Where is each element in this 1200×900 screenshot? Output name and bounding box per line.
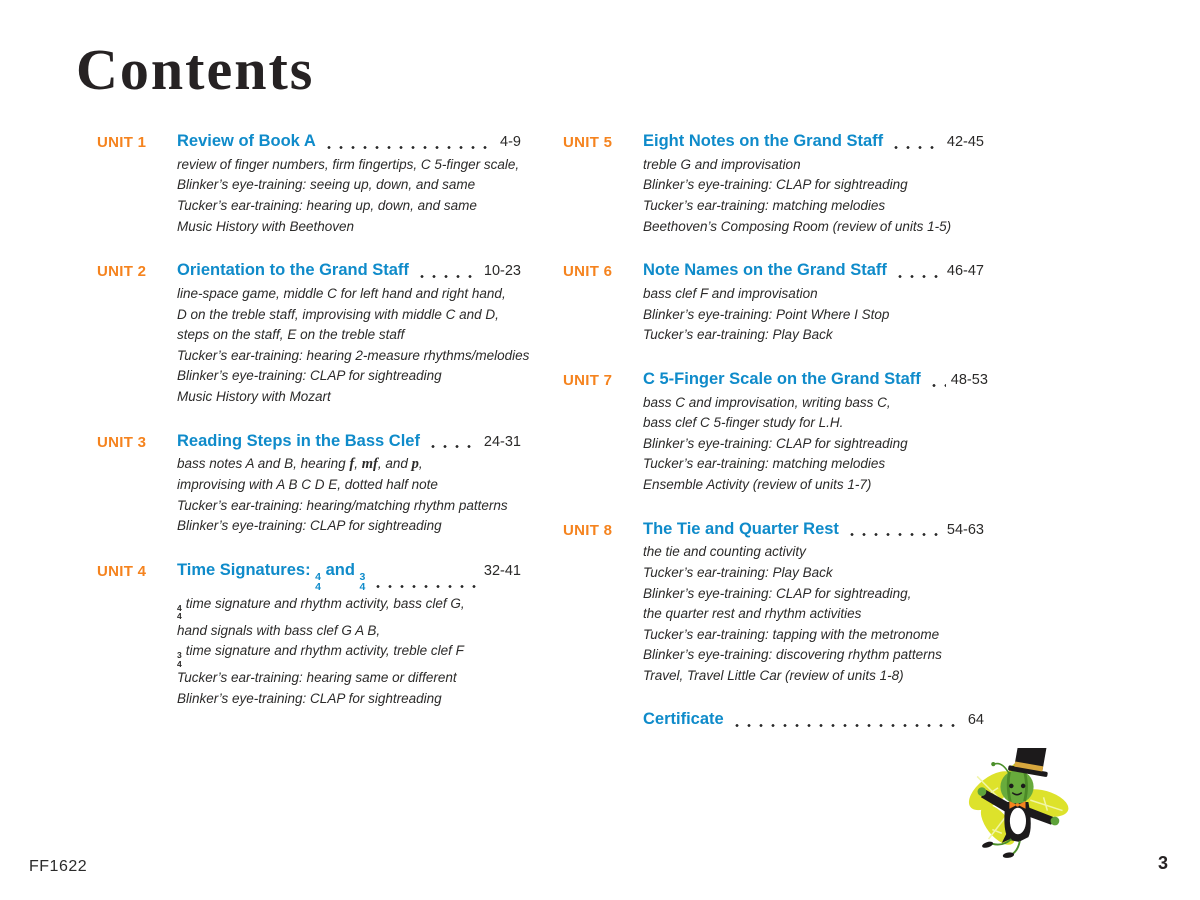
unit-4-desc-line-frac [177, 594, 521, 621]
desc-text: , [418, 456, 423, 472]
unit-7-desc-line: Blinker’s eye-training: CLAP for sightreading [643, 435, 908, 451]
dot-leader [731, 724, 963, 727]
time-signature-3-4: 3 4 [359, 570, 366, 594]
unit-4-title [177, 560, 366, 594]
unit-1-title-line [177, 132, 521, 152]
unit-1-desc-line: Music History with Beethoven [177, 218, 355, 234]
unit-7-label: UNIT 7 [563, 371, 613, 389]
page-number: 3 [1158, 853, 1169, 873]
dot-leader [894, 275, 942, 278]
desc-text: time signature and rhythm activity, bass clef G, [185, 595, 465, 611]
unit-6-content [643, 261, 984, 346]
unit-3-content [177, 432, 521, 537]
dynamic-piano-symbol: p [411, 456, 419, 473]
toc-column-right [563, 132, 988, 733]
unit-3-desc-line: Blinker’s eye-training: CLAP for sightreading [177, 518, 442, 534]
time-signature-4-4: 4 4 [315, 570, 321, 594]
unit-5-title-line [643, 132, 984, 152]
unit-4-desc-line: hand signals with bass clef G A B, [177, 622, 381, 638]
unit-6-title-line [643, 261, 984, 281]
unit-3-title: Reading Steps in the Bass Clef [177, 431, 420, 450]
unit-7-title-line [643, 369, 988, 390]
toc-entry-unit-5 [563, 132, 984, 237]
unit-8-desc-line: the tie and counting activity [643, 544, 806, 560]
unit-2-content [177, 261, 530, 407]
unit-5-title: Eight Notes on the Grand Staff [643, 132, 884, 150]
unit-3-label: UNIT 3 [97, 433, 147, 451]
dot-leader [928, 384, 946, 387]
certificate-title: Certificate [643, 710, 724, 729]
unit-3-desc-line-dynamics [177, 454, 521, 475]
certificate-pages: 64 [967, 712, 984, 729]
unit-8-title-line [643, 520, 984, 540]
unit-7-desc-line: Ensemble Activity (review of units 1-7) [643, 476, 872, 492]
unit-1-label: UNIT 1 [97, 134, 147, 151]
desc-text: bass notes A and B, hearing [177, 456, 350, 472]
unit-2-pages: 10-23 [483, 263, 521, 280]
unit-1-desc-line: review of finger numbers, firm fingertips, C 5-finger scale, [177, 156, 520, 172]
unit-4-desc-line: Blinker’s eye-training: CLAP for sightreading [177, 690, 442, 706]
unit-8-label: UNIT 8 [563, 521, 613, 539]
catalog-number: FF1622 [29, 858, 88, 875]
unit-1-title: Review of Book A [177, 132, 316, 150]
page-title: Contents [76, 37, 315, 102]
unit-2-title-line [177, 261, 521, 281]
unit-3-title-line [177, 432, 521, 452]
unit-7-pages: 48-53 [950, 371, 988, 388]
unit-8-desc-line: Tucker’s ear-training: Play Back [643, 564, 833, 580]
unit-4-label: UNIT 4 [97, 562, 147, 580]
unit-8-desc-line: the quarter rest and rhythm activities [643, 606, 862, 622]
toc-columns [97, 132, 988, 733]
dynamic-mezzoforte-symbol: mf [361, 456, 378, 473]
unit-6-label: UNIT 6 [563, 263, 613, 281]
unit-2-title: Orientation to the Grand Staff [177, 261, 409, 280]
unit-2-desc-line: D on the treble staff, improvising with middle C and D, [177, 306, 499, 322]
unit-7-content [643, 369, 988, 496]
toc-entry-unit-4 [97, 561, 521, 710]
unit-6-title: Note Names on the Grand Staff [643, 261, 887, 280]
unit-5-desc-line: treble G and improvisation [643, 156, 801, 172]
toc-entry-unit-2 [97, 261, 530, 407]
unit-2-desc-line: Tucker’s ear-training: hearing 2-measure rhythms/melodies [177, 347, 530, 363]
dot-leader [323, 146, 495, 149]
unit-5-desc-line: Beethoven’s Composing Room (review of units 1-5) [643, 218, 952, 234]
dot-leader [890, 146, 942, 149]
unit-4-title-line [177, 560, 521, 594]
desc-text: time signature and rhythm activity, treble clef F [185, 643, 464, 659]
unit-3-desc-line: Tucker’s ear-training: hearing/matching rhythm patterns [177, 497, 508, 513]
unit-4-content [177, 561, 521, 710]
head [1000, 770, 1033, 803]
certificate-title-line [643, 710, 984, 730]
unit-8-title: The Tie and Quarter Rest [643, 519, 839, 538]
unit-1-pages: 4-9 [500, 134, 521, 150]
unit-6-pages: 46-47 [946, 263, 984, 280]
unit-4-pages: 32-41 [483, 562, 521, 579]
unit-8-desc-line: Blinker’s eye-training: discovering rhythm patterns [643, 647, 942, 663]
toc-entry-unit-8 [563, 520, 984, 687]
unit-2-desc-line: Music History with Mozart [177, 388, 331, 404]
unit-1-content [177, 132, 521, 237]
toc-entry-unit-3 [97, 432, 521, 537]
unit-2-desc-line: steps on the staff, E on the treble staff [177, 327, 405, 343]
unit-3-desc-line: improvising with A B C D E, dotted half note [177, 476, 438, 492]
unit-7-desc-line: Tucker’s ear-training: matching melodies [643, 456, 886, 472]
certificate-content [643, 710, 984, 733]
title-text: and [321, 560, 360, 579]
time-signature-3-4-small: 3 4 [177, 650, 182, 669]
unit-8-content [643, 520, 984, 687]
dynamic-forte-symbol: f [349, 456, 355, 473]
unit-8-desc-line: Tucker’s ear-training: tapping with the metronome [643, 626, 940, 642]
unit-5-desc-line: Blinker’s eye-training: CLAP for sightreading [643, 177, 908, 193]
unit-2-desc-line: line-space game, middle C for left hand and right hand, [177, 285, 506, 301]
time-signature-4-4-small: 4 4 [177, 602, 182, 622]
unit-8-desc-line: Travel, Travel Little Car (review of units 1-8) [643, 667, 904, 683]
certificate-indent [563, 710, 643, 733]
unit-1-desc-line: Tucker’s ear-training: hearing up, down, and same [177, 197, 477, 213]
unit-4-desc-line: Tucker’s ear-training: hearing same or different [177, 670, 457, 686]
desc-text: , [354, 456, 362, 472]
unit-5-desc-line: Tucker’s ear-training: matching melodies [643, 197, 886, 213]
unit-5-label: UNIT 5 [563, 134, 613, 151]
unit-1-desc-line: Blinker’s eye-training: seeing up, down, and same [177, 177, 476, 193]
unit-7-desc-line: bass C and improvisation, writing bass C, [643, 394, 891, 410]
unit-4-desc-line-frac [177, 641, 521, 668]
toc-entry-unit-7 [563, 369, 988, 496]
body-tuxedo [1002, 802, 1031, 843]
unit-7-title: C 5-Finger Scale on the Grand Staff [643, 369, 921, 388]
unit-7-desc-line: bass clef C 5-finger study for L.H. [643, 415, 844, 431]
dot-leader [372, 585, 479, 588]
blinker-firefly-illustration [960, 748, 1074, 858]
title-text: Time Signatures: [177, 560, 316, 579]
toc-entry-unit-1 [97, 132, 521, 237]
dot-leader [416, 275, 479, 278]
unit-6-desc-line: Tucker’s ear-training: Play Back [643, 327, 833, 343]
dot-leader [427, 445, 479, 448]
toc-entry-unit-6 [563, 261, 984, 346]
unit-8-pages: 54-63 [946, 521, 984, 538]
unit-2-label: UNIT 2 [97, 263, 147, 281]
unit-2-desc-line: Blinker’s eye-training: CLAP for sightreading [177, 368, 442, 384]
toc-entry-certificate [563, 710, 984, 733]
unit-5-pages: 42-45 [946, 134, 984, 150]
unit-8-desc-line: Blinker’s eye-training: CLAP for sightreading, [643, 585, 912, 601]
dot-leader [846, 533, 942, 536]
unit-5-content [643, 132, 984, 237]
unit-3-pages: 24-31 [483, 433, 521, 450]
desc-text: , and [377, 456, 412, 472]
toc-column-left [97, 132, 530, 733]
unit-6-desc-line: bass clef F and improvisation [643, 285, 818, 301]
unit-6-desc-line: Blinker’s eye-training: Point Where I Stop [643, 306, 890, 322]
